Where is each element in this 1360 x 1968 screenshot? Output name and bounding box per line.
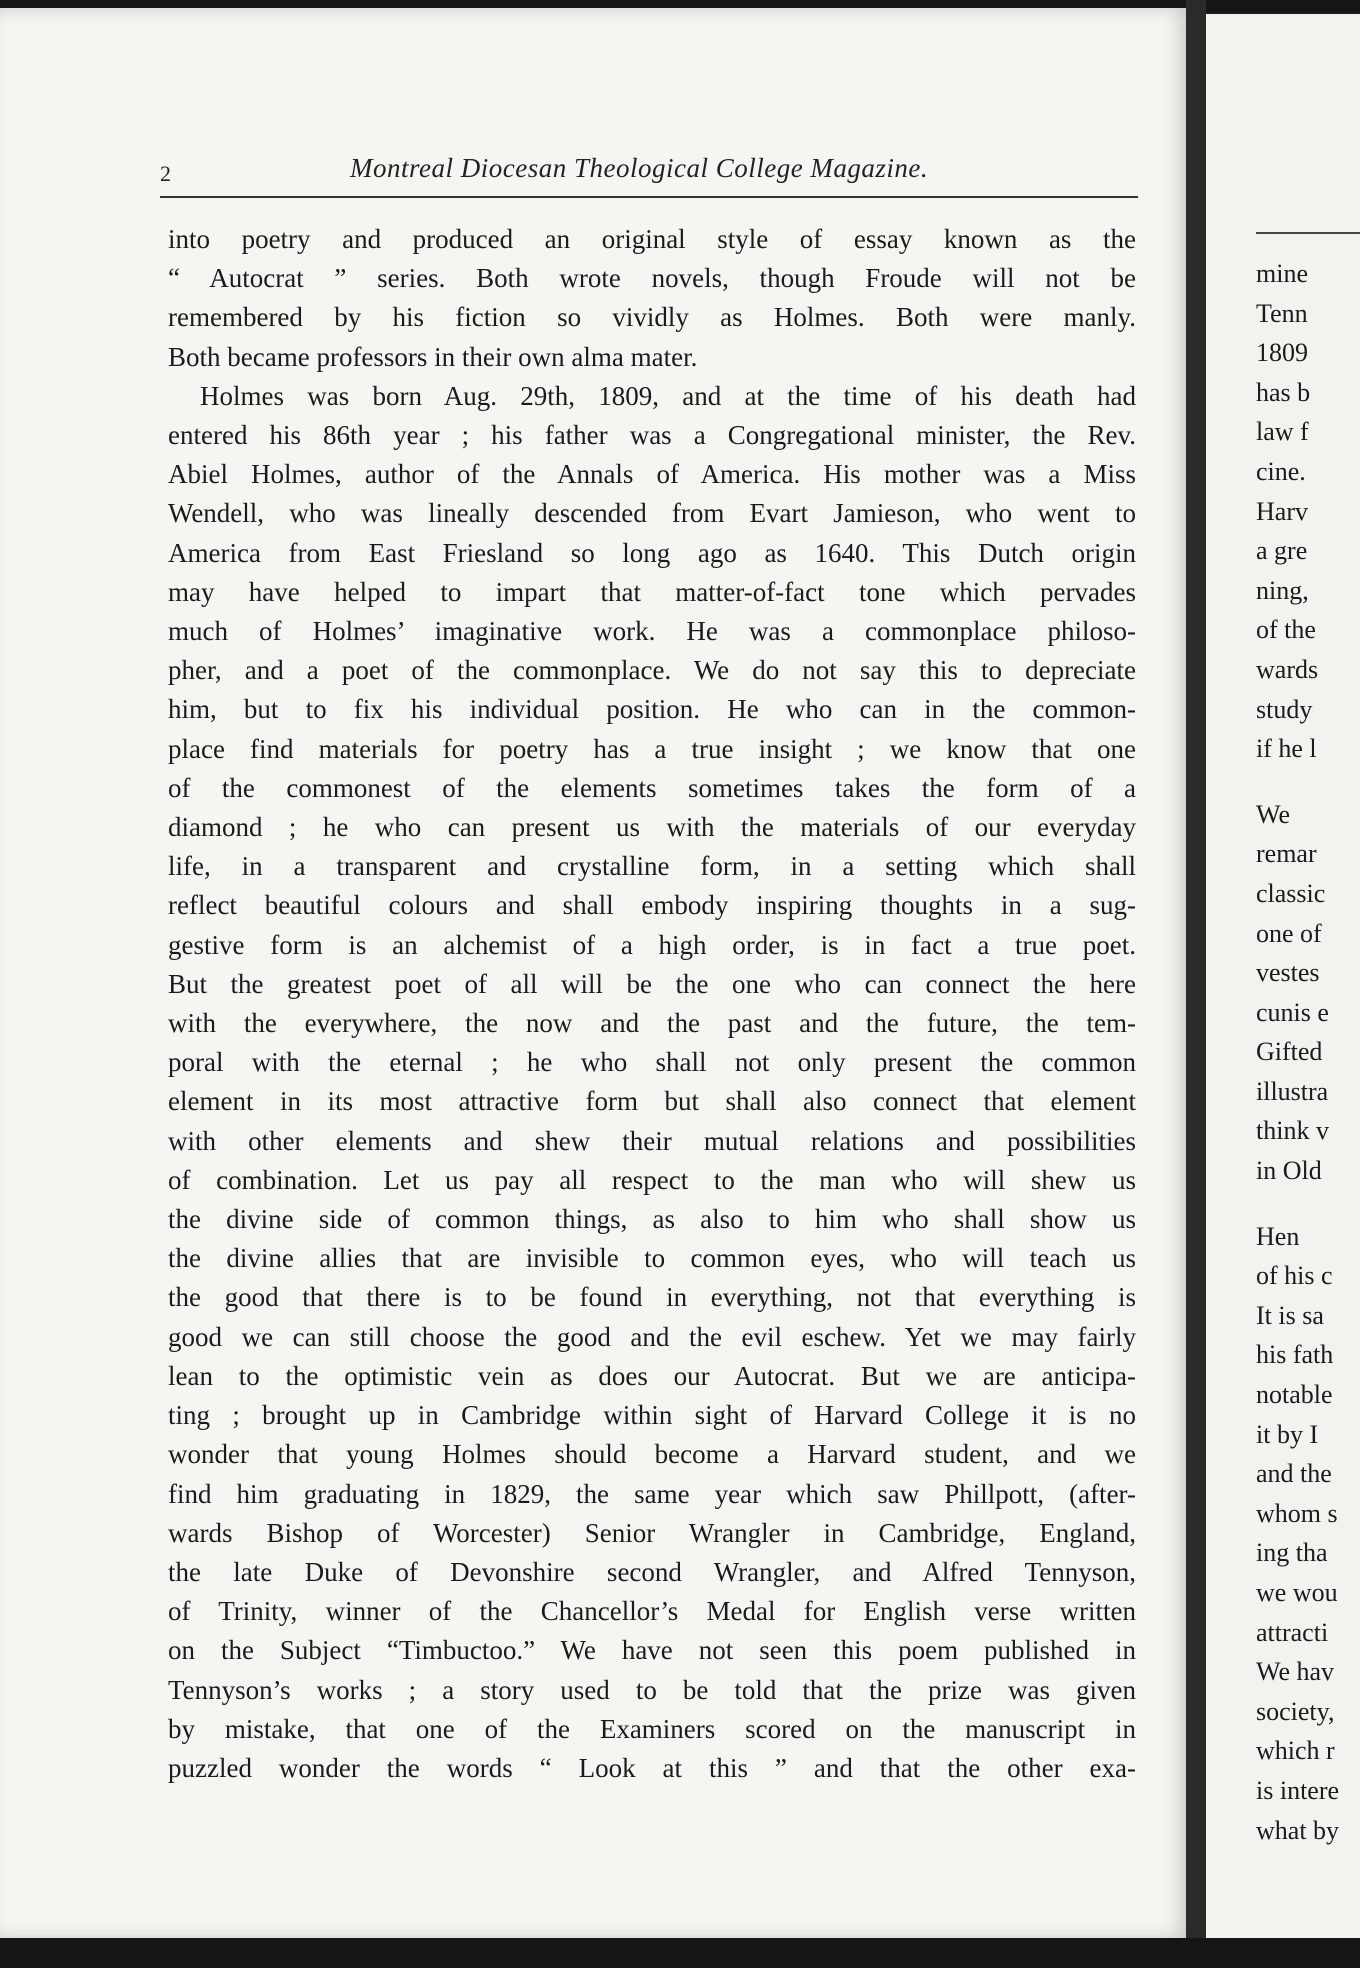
right-page-line: ning,	[1256, 575, 1309, 605]
right-page-line: ing tha	[1256, 1538, 1328, 1568]
text-line: of combination. Let us pay all respect to the man who will shew us	[168, 1164, 1136, 1195]
right-page-line: attracti	[1256, 1617, 1329, 1647]
right-page-text	[1256, 254, 1360, 1850]
right-page-line: we wou	[1256, 1578, 1338, 1607]
text-line: the divine side of common things, as also to him who shall show us	[168, 1204, 1136, 1235]
text-line: of Trinity, winner of the Chancellor’s Medal for English verse written	[168, 1596, 1136, 1627]
text-line: pher, and a poet of the commonplace. We do not say this to depreciate	[168, 655, 1136, 686]
right-page-line: one of	[1256, 918, 1322, 948]
right-page-line: which r	[1256, 1736, 1335, 1766]
text-line: good we can still choose the good and the evil eschew. Yet we may fairly	[168, 1321, 1136, 1352]
right-page-line: 1809	[1256, 338, 1308, 368]
right-page-line: Hen	[1256, 1221, 1300, 1251]
text-line: into poetry and produced an original style of essay known as the	[168, 224, 1136, 254]
text-line: lean to the optimistic vein as does our Autocrat. But we are anticipa-	[168, 1360, 1136, 1391]
text-line: may have helped to impart that matter-of-fact tone which pervades	[168, 576, 1136, 607]
right-page-line: think v	[1256, 1116, 1329, 1146]
text-line: remembered by his fiction so vividly as Holmes. Both were manly.	[168, 302, 1136, 333]
page-header	[160, 153, 1140, 193]
text-line: gestive form is an alchemist of a high order, is in fact a true poet.	[168, 929, 1136, 960]
text-line: reflect beautiful colours and shall embody inspiring thoughts in a sug-	[168, 890, 1136, 921]
right-page-line: a gre	[1256, 536, 1308, 566]
right-page-line: study	[1256, 694, 1313, 724]
text-line: the late Duke of Devonshire second Wrangler, and Alfred Tennyson,	[168, 1556, 1136, 1587]
right-page-line: is intere	[1256, 1775, 1340, 1805]
scan-bottom-border	[0, 1938, 1360, 1968]
text-line: by mistake, that one of the Examiners scored on the manuscript in	[168, 1713, 1136, 1744]
right-page-line: cunis e	[1256, 997, 1329, 1027]
right-page-line: whom s	[1256, 1498, 1338, 1528]
text-line: wards Bishop of Worcester) Senior Wrangler in Cambridge, England,	[168, 1517, 1136, 1548]
text-line: with other elements and shew their mutual relations and possibilities	[168, 1125, 1136, 1156]
text-line: Wendell, who was lineally descended from Evart Jamieson, who went to	[168, 498, 1136, 529]
text-line: Holmes was born Aug. 29th, 1809, and at the time of his death had	[200, 380, 1136, 411]
right-page-line: We hav	[1256, 1657, 1335, 1687]
right-page-line: of the	[1256, 615, 1316, 645]
right-page-line: law f	[1256, 417, 1309, 447]
text-line: diamond ; he who can present us with the materials of our everyday	[168, 812, 1136, 843]
text-line: much of Holmes’ imaginative work. He was a commonplace philoso-	[168, 616, 1136, 647]
paragraph-gap	[1256, 1191, 1360, 1217]
right-page-line: society,	[1256, 1696, 1335, 1726]
left-page	[0, 8, 1190, 1938]
binding-gutter	[1186, 0, 1206, 1968]
right-page-line: in Old	[1256, 1156, 1322, 1186]
text-line: Both became professors in their own alma mater.	[168, 341, 698, 372]
right-page-line: mine	[1256, 259, 1308, 288]
paragraph-gap	[1256, 769, 1360, 795]
right-page	[1206, 14, 1360, 1938]
text-line: of the commonest of the elements sometimes takes the form of a	[168, 772, 1136, 803]
right-page-line: it by I	[1256, 1419, 1319, 1449]
text-line: wonder that young Holmes should become a Harvard student, and we	[168, 1439, 1136, 1470]
right-page-line: notable	[1256, 1380, 1333, 1410]
right-page-line: wards	[1256, 654, 1319, 684]
text-line: But the greatest poet of all will be the one who can connect the here	[168, 968, 1136, 999]
right-page-line: We	[1256, 799, 1290, 829]
text-line: the good that there is to be found in everything, not that everything is	[168, 1282, 1136, 1313]
text-line: puzzled wonder the words “ Look at this ” and that the other exa-	[168, 1752, 1136, 1783]
text-line: with the everywhere, the now and the past and the future, the tem-	[168, 1008, 1136, 1039]
right-page-line: what by	[1256, 1815, 1340, 1845]
right-page-line: cine.	[1256, 456, 1306, 486]
right-page-line: illustra	[1256, 1076, 1329, 1106]
right-page-line: Gifted	[1256, 1037, 1323, 1067]
right-page-line: It is sa	[1256, 1300, 1324, 1330]
header-rule	[160, 196, 1138, 198]
text-line: element in its most attractive form but shall also connect that element	[168, 1086, 1136, 1117]
right-header-rule	[1256, 232, 1360, 234]
right-page-line: his fath	[1256, 1340, 1334, 1370]
right-page-line: of his c	[1256, 1261, 1333, 1291]
right-page-line: vestes	[1256, 958, 1320, 988]
running-title: Montreal Diocesan Theological College Magazine.	[350, 153, 929, 183]
text-line: entered his 86th year ; his father was a Congregational minister, the Rev.	[168, 420, 1136, 451]
text-line: find him graduating in 1829, the same year which saw Phillpott, (after-	[168, 1478, 1136, 1509]
text-line: on the Subject “Timbuctoo.” We have not seen this poem published in	[168, 1635, 1136, 1666]
right-page-line: classic	[1256, 878, 1326, 908]
page-number: 2	[160, 161, 171, 186]
text-line: life, in a transparent and crystalline form, in a setting which shall	[168, 851, 1136, 882]
right-page-line: Harv	[1256, 496, 1308, 526]
text-line: place find materials for poetry has a true insight ; we know that one	[168, 733, 1136, 764]
text-line: “ Autocrat ” series. Both wrote novels, though Froude will not be	[168, 263, 1136, 294]
body-text	[168, 220, 1136, 1788]
text-line: poral with the eternal ; he who shall not only present the common	[168, 1047, 1136, 1078]
text-line: the divine allies that are invisible to common eyes, who will teach us	[168, 1243, 1136, 1274]
right-page-line: and the	[1256, 1459, 1332, 1489]
text-line: Tennyson’s works ; a story used to be told that the prize was given	[168, 1674, 1136, 1705]
text-line: him, but to fix his individual position. He who can in the common-	[168, 694, 1136, 725]
text-line: America from East Friesland so long ago as 1640. This Dutch origin	[168, 537, 1136, 568]
text-line: ting ; brought up in Cambridge within sight of Harvard College it is no	[168, 1400, 1136, 1431]
right-page-line: has b	[1256, 377, 1311, 407]
right-page-line: Tenn	[1256, 298, 1308, 328]
text-line: Abiel Holmes, author of the Annals of America. His mother was a Miss	[168, 459, 1136, 490]
right-page-line: if he l	[1256, 734, 1317, 764]
right-page-line: remar	[1256, 839, 1317, 869]
